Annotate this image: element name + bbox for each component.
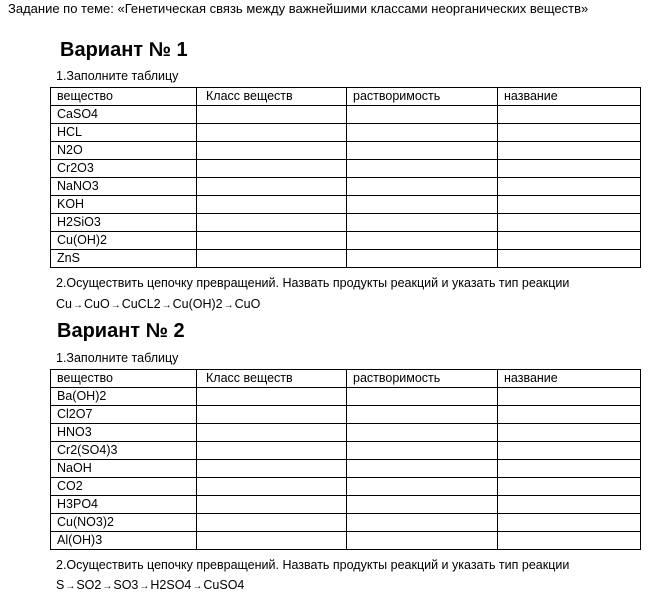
table-row [51,196,641,214]
substance-formula: Al(OH)3 [51,532,197,550]
class-cell [197,142,347,160]
table-row [51,160,641,178]
table-row [51,442,641,460]
solubility-cell [347,460,498,478]
table-row [51,232,641,250]
solubility-cell [347,124,498,142]
table-row [51,178,641,196]
table-row [51,532,641,550]
arrow-icon: → [139,581,150,592]
substance-formula: H3PO4 [51,496,197,514]
table-row [51,460,641,478]
solubility-cell [347,142,498,160]
substance-formula: Ba(OH)2 [51,388,197,406]
name-cell [498,460,641,478]
name-cell [498,160,641,178]
table-row [51,406,641,424]
solubility-cell [347,406,498,424]
class-cell [197,406,347,424]
name-cell [498,124,641,142]
solubility-cell [347,250,498,268]
substance-formula: Cr2O3 [51,160,197,178]
substance-formula: N2O [51,142,197,160]
name-cell [498,442,641,460]
solubility-cell [347,496,498,514]
substance-formula: HCL [51,124,197,142]
solubility-cell [347,388,498,406]
variant-1-task-1: 1.Заполните таблицу [56,69,179,83]
substance-formula: Cu(OH)2 [51,232,197,250]
chain-item: Cu(OH)2 [172,297,223,311]
header-substance: вещество [51,88,197,106]
header-substance: вещество [51,370,197,388]
document-title: Задание по теме: «Генетическая связь между важнейшими классами неорганических веществ» [8,1,589,16]
solubility-cell [347,196,498,214]
variant-1-chain [56,296,260,314]
substance-formula: CaSO4 [51,106,197,124]
name-cell [498,424,641,442]
chain-item: Cu [56,297,72,311]
arrow-icon: → [161,300,172,311]
substance-formula: H2SiO3 [51,214,197,232]
class-cell [197,532,347,550]
substance-formula: Cr2(SO4)3 [51,442,197,460]
class-cell [197,106,347,124]
solubility-cell [347,478,498,496]
variant-1-heading: Вариант № 1 [60,39,188,61]
class-cell [197,214,347,232]
arrow-icon: → [223,300,234,311]
name-cell [498,214,641,232]
class-cell [197,514,347,532]
name-cell [498,406,641,424]
variant-2-task-2: 2.Осуществить цепочку превращений. Назвать продукты реакций и указать тип реакции [56,558,570,572]
class-cell [197,424,347,442]
header-name: название [498,370,641,388]
substance-formula: Cu(NO3)2 [51,514,197,532]
table-row [51,514,641,532]
arrow-icon: → [65,581,76,592]
variant-1-table [50,87,641,268]
name-cell [498,178,641,196]
table-row [51,496,641,514]
table-row [51,124,641,142]
class-cell [197,160,347,178]
name-cell [498,478,641,496]
table-header-row [51,370,641,388]
name-cell [498,196,641,214]
table-row [51,250,641,268]
solubility-cell [347,424,498,442]
substance-formula: NaNO3 [51,178,197,196]
chain-item: CuSO4 [203,578,245,592]
arrow-icon: → [102,581,113,592]
table-header-row [51,88,641,106]
chain-item: SO2 [76,578,102,592]
header-name: название [498,88,641,106]
chain-item: S [56,578,65,592]
class-cell [197,124,347,142]
substance-formula: ZnS [51,250,197,268]
arrow-icon: → [192,581,203,592]
solubility-cell [347,106,498,124]
solubility-cell [347,532,498,550]
name-cell [498,142,641,160]
table-row [51,106,641,124]
table-row [51,214,641,232]
table-row [51,388,641,406]
chain-item: SO3 [113,578,139,592]
variant-1-task-2: 2.Осуществить цепочку превращений. Назвать продукты реакций и указать тип реакции [56,276,570,290]
name-cell [498,514,641,532]
class-cell [197,478,347,496]
variant-2-heading: Вариант № 2 [57,320,185,342]
header-solubility: растворимость [347,88,498,106]
name-cell [498,250,641,268]
class-cell [197,250,347,268]
substance-formula: NaOH [51,460,197,478]
chain-item: CuO [83,297,110,311]
solubility-cell [347,442,498,460]
header-class: Класс веществ [197,88,347,106]
solubility-cell [347,214,498,232]
table-row [51,424,641,442]
table-row [51,142,641,160]
name-cell [498,496,641,514]
class-cell [197,388,347,406]
solubility-cell [347,160,498,178]
class-cell [197,232,347,250]
header-class: Класс веществ [197,370,347,388]
class-cell [197,460,347,478]
table-row [51,478,641,496]
arrow-icon: → [72,300,83,311]
solubility-cell [347,178,498,196]
class-cell [197,442,347,460]
substance-formula: Cl2O7 [51,406,197,424]
solubility-cell [347,514,498,532]
variant-2-chain [56,577,244,595]
solubility-cell [347,232,498,250]
name-cell [498,388,641,406]
header-solubility: растворимость [347,370,498,388]
chain-item: CuCL2 [121,297,161,311]
class-cell [197,178,347,196]
class-cell [197,496,347,514]
substance-formula: KOH [51,196,197,214]
arrow-icon: → [110,300,121,311]
name-cell [498,106,641,124]
class-cell [197,196,347,214]
variant-2-table [50,369,641,550]
chain-item: H2SO4 [150,578,192,592]
substance-formula: CO2 [51,478,197,496]
chain-item: CuO [234,297,261,311]
variant-2-task-1: 1.Заполните таблицу [56,351,179,365]
name-cell [498,232,641,250]
name-cell [498,532,641,550]
substance-formula: HNO3 [51,424,197,442]
